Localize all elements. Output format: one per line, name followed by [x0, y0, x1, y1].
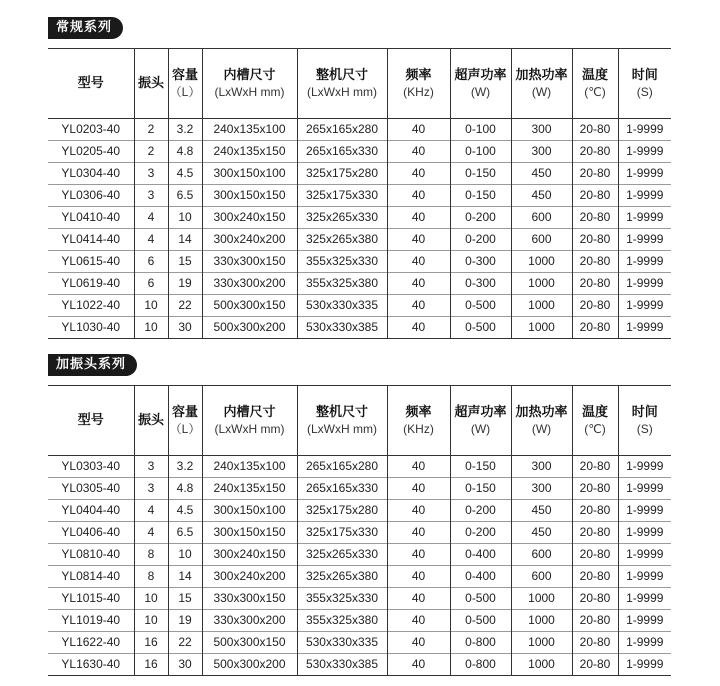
cell-temperature: 20-80	[572, 588, 618, 610]
cell-heating-power: 450	[511, 185, 572, 207]
cell-heating-power: 1000	[511, 654, 572, 676]
cell-capacity: 19	[168, 610, 202, 632]
table-row	[48, 229, 671, 251]
cell-transducers: 16	[134, 632, 168, 654]
cell-capacity: 19	[168, 273, 202, 295]
column-header-heating-power	[511, 49, 572, 119]
column-header-label: 型号	[77, 76, 104, 91]
cell-transducers: 6	[134, 273, 168, 295]
column-header-label: 超声功率	[454, 405, 507, 420]
cell-transducers: 4	[134, 500, 168, 522]
column-header-label: 型号	[77, 413, 104, 428]
cell-temperature: 20-80	[572, 229, 618, 251]
cell-model: YL1019-40	[48, 610, 134, 632]
cell-overall-size: 355x325x380	[297, 610, 387, 632]
cell-heating-power: 450	[511, 522, 572, 544]
cell-overall-size: 355x325x380	[297, 273, 387, 295]
cell-temperature: 20-80	[572, 163, 618, 185]
cell-model: YL1630-40	[48, 654, 134, 676]
cell-inner-tank-size: 330x300x150	[202, 588, 297, 610]
column-header-frequency	[387, 386, 450, 456]
cell-transducers: 3	[134, 185, 168, 207]
cell-capacity: 30	[168, 317, 202, 339]
cell-heating-power: 300	[511, 456, 572, 478]
cell-ultrasonic-power: 0-800	[450, 632, 511, 654]
cell-ultrasonic-power: 0-200	[450, 500, 511, 522]
cell-temperature: 20-80	[572, 119, 618, 141]
cell-temperature: 20-80	[572, 273, 618, 295]
cell-transducers: 10	[134, 610, 168, 632]
section-title-badge: 加振头系列	[48, 354, 137, 376]
table-row	[48, 588, 671, 610]
cell-time: 1-9999	[618, 654, 671, 676]
cell-frequency: 40	[387, 295, 450, 317]
cell-overall-size: 325x175x280	[297, 500, 387, 522]
cell-heating-power: 1000	[511, 251, 572, 273]
cell-inner-tank-size: 300x240x200	[202, 229, 297, 251]
column-header-label: 振头	[137, 76, 164, 91]
cell-capacity: 15	[168, 251, 202, 273]
cell-ultrasonic-power: 0-150	[450, 163, 511, 185]
column-header-label: 容量	[171, 405, 198, 420]
section-standard-series	[48, 17, 671, 339]
cell-model: YL0414-40	[48, 229, 134, 251]
table-row	[48, 654, 671, 676]
cell-capacity: 14	[168, 229, 202, 251]
column-header-transducers	[134, 386, 168, 456]
cell-ultrasonic-power: 0-400	[450, 566, 511, 588]
cell-inner-tank-size: 300x150x150	[202, 522, 297, 544]
cell-capacity: 30	[168, 654, 202, 676]
spec-table	[48, 385, 671, 676]
cell-transducers: 16	[134, 654, 168, 676]
cell-frequency: 40	[387, 588, 450, 610]
cell-frequency: 40	[387, 522, 450, 544]
cell-model: YL0306-40	[48, 185, 134, 207]
cell-temperature: 20-80	[572, 295, 618, 317]
cell-transducers: 10	[134, 317, 168, 339]
table-body	[48, 456, 671, 676]
cell-overall-size: 265x165x280	[297, 456, 387, 478]
table-row	[48, 632, 671, 654]
cell-ultrasonic-power: 0-800	[450, 654, 511, 676]
column-header-unit: (S)	[636, 422, 653, 436]
column-header-model	[48, 386, 134, 456]
cell-ultrasonic-power: 0-200	[450, 229, 511, 251]
cell-overall-size: 265x165x330	[297, 141, 387, 163]
cell-heating-power: 600	[511, 207, 572, 229]
table-header-row	[48, 386, 671, 456]
cell-frequency: 40	[387, 251, 450, 273]
column-header-label: 时间	[631, 68, 658, 83]
table-row	[48, 610, 671, 632]
cell-time: 1-9999	[618, 317, 671, 339]
table-row	[48, 163, 671, 185]
cell-time: 1-9999	[618, 207, 671, 229]
cell-heating-power: 1000	[511, 295, 572, 317]
column-header-label: 超声功率	[454, 68, 507, 83]
cell-model: YL0814-40	[48, 566, 134, 588]
cell-time: 1-9999	[618, 522, 671, 544]
table-row	[48, 566, 671, 588]
cell-frequency: 40	[387, 478, 450, 500]
column-header-unit: (LxWxH mm)	[214, 422, 285, 436]
cell-capacity: 10	[168, 544, 202, 566]
cell-frequency: 40	[387, 566, 450, 588]
cell-model: YL0404-40	[48, 500, 134, 522]
cell-inner-tank-size: 330x300x200	[202, 273, 297, 295]
cell-model: YL0304-40	[48, 163, 134, 185]
cell-time: 1-9999	[618, 295, 671, 317]
column-header-ultrasonic-power	[450, 49, 511, 119]
cell-capacity: 6.5	[168, 522, 202, 544]
cell-time: 1-9999	[618, 632, 671, 654]
cell-temperature: 20-80	[572, 566, 618, 588]
cell-transducers: 8	[134, 566, 168, 588]
cell-inner-tank-size: 300x150x100	[202, 500, 297, 522]
cell-heating-power: 600	[511, 544, 572, 566]
cell-time: 1-9999	[618, 141, 671, 163]
cell-capacity: 10	[168, 207, 202, 229]
cell-inner-tank-size: 500x300x200	[202, 317, 297, 339]
cell-heating-power: 1000	[511, 588, 572, 610]
cell-inner-tank-size: 500x300x150	[202, 632, 297, 654]
cell-transducers: 2	[134, 141, 168, 163]
cell-transducers: 8	[134, 544, 168, 566]
cell-temperature: 20-80	[572, 544, 618, 566]
cell-overall-size: 325x265x380	[297, 229, 387, 251]
cell-time: 1-9999	[618, 478, 671, 500]
table-row	[48, 119, 671, 141]
cell-model: YL0305-40	[48, 478, 134, 500]
column-header-label: 整机尺寸	[315, 68, 368, 83]
spec-table	[48, 48, 671, 339]
table-row	[48, 141, 671, 163]
cell-overall-size: 265x165x330	[297, 478, 387, 500]
cell-heating-power: 1000	[511, 273, 572, 295]
cell-frequency: 40	[387, 544, 450, 566]
column-header-unit: (S)	[636, 85, 653, 99]
cell-overall-size: 325x265x380	[297, 566, 387, 588]
column-header-unit: (℃)	[584, 85, 606, 99]
column-header-time	[618, 386, 671, 456]
cell-heating-power: 600	[511, 229, 572, 251]
table-header-row	[48, 49, 671, 119]
column-header-label: 容量	[171, 68, 198, 83]
column-header-unit: （L）	[169, 422, 201, 436]
cell-capacity: 4.5	[168, 163, 202, 185]
column-header-label: 温度	[581, 68, 608, 83]
cell-transducers: 2	[134, 119, 168, 141]
column-header-temperature	[572, 386, 618, 456]
cell-capacity: 4.5	[168, 500, 202, 522]
column-header-ultrasonic-power	[450, 386, 511, 456]
cell-capacity: 3.2	[168, 119, 202, 141]
column-header-unit: (KHz)	[403, 422, 434, 436]
cell-inner-tank-size: 330x300x150	[202, 251, 297, 273]
cell-ultrasonic-power: 0-100	[450, 119, 511, 141]
column-header-frequency	[387, 49, 450, 119]
cell-temperature: 20-80	[572, 456, 618, 478]
cell-model: YL0810-40	[48, 544, 134, 566]
cell-heating-power: 450	[511, 163, 572, 185]
cell-ultrasonic-power: 0-150	[450, 185, 511, 207]
cell-inner-tank-size: 240x135x100	[202, 119, 297, 141]
cell-ultrasonic-power: 0-300	[450, 251, 511, 273]
cell-time: 1-9999	[618, 610, 671, 632]
cell-frequency: 40	[387, 654, 450, 676]
cell-overall-size: 265x165x280	[297, 119, 387, 141]
cell-inner-tank-size: 240x135x150	[202, 141, 297, 163]
cell-temperature: 20-80	[572, 207, 618, 229]
cell-capacity: 15	[168, 588, 202, 610]
cell-model: YL0203-40	[61, 122, 121, 136]
cell-time: 1-9999	[618, 229, 671, 251]
cell-time: 1-9999	[618, 185, 671, 207]
cell-heating-power: 1000	[511, 610, 572, 632]
cell-heating-power: 300	[511, 478, 572, 500]
table-row	[48, 273, 671, 295]
cell-frequency: 40	[387, 119, 450, 141]
cell-time: 1-9999	[618, 566, 671, 588]
cell-ultrasonic-power: 0-500	[450, 317, 511, 339]
cell-ultrasonic-power: 0-100	[450, 141, 511, 163]
cell-frequency: 40	[387, 163, 450, 185]
column-header-overall-size	[297, 386, 387, 456]
cell-ultrasonic-power: 0-150	[450, 478, 511, 500]
column-header-transducers	[134, 49, 168, 119]
table-body	[48, 119, 671, 339]
cell-model: YL0410-40	[48, 207, 134, 229]
cell-overall-size: 530x330x335	[297, 632, 387, 654]
cell-time: 1-9999	[618, 163, 671, 185]
column-header-label: 温度	[581, 405, 608, 420]
cell-capacity: 6.5	[168, 185, 202, 207]
cell-time: 1-9999	[618, 588, 671, 610]
cell-time: 1-9999	[618, 273, 671, 295]
cell-model: YL0205-40	[48, 141, 134, 163]
cell-overall-size: 355x325x330	[297, 588, 387, 610]
cell-capacity: 22	[168, 632, 202, 654]
cell-frequency: 40	[387, 185, 450, 207]
cell-transducers: 10	[134, 588, 168, 610]
column-header-inner-tank-size	[202, 49, 297, 119]
cell-overall-size: 325x175x330	[297, 522, 387, 544]
cell-inner-tank-size: 240x135x100	[202, 456, 297, 478]
cell-frequency: 40	[387, 273, 450, 295]
cell-temperature: 20-80	[572, 478, 618, 500]
column-header-unit: (KHz)	[403, 85, 434, 99]
column-header-label: 整机尺寸	[315, 405, 368, 420]
cell-temperature: 20-80	[572, 632, 618, 654]
cell-transducers: 3	[134, 163, 168, 185]
cell-ultrasonic-power: 0-500	[450, 295, 511, 317]
cell-inner-tank-size: 300x240x150	[202, 544, 297, 566]
section-title-badge: 常规系列	[48, 17, 123, 39]
cell-overall-size: 530x330x385	[297, 654, 387, 676]
cell-inner-tank-size: 500x300x150	[202, 295, 297, 317]
cell-frequency: 40	[387, 229, 450, 251]
cell-ultrasonic-power: 0-400	[450, 544, 511, 566]
cell-temperature: 20-80	[572, 610, 618, 632]
cell-capacity: 22	[168, 295, 202, 317]
cell-frequency: 40	[387, 207, 450, 229]
cell-frequency: 40	[387, 500, 450, 522]
table-row	[48, 317, 671, 339]
column-header-unit: (W)	[470, 422, 491, 436]
cell-overall-size: 530x330x335	[297, 295, 387, 317]
table-row	[48, 295, 671, 317]
cell-heating-power: 1000	[511, 632, 572, 654]
cell-transducers: 4	[134, 207, 168, 229]
cell-frequency: 40	[387, 317, 450, 339]
cell-overall-size: 355x325x330	[297, 251, 387, 273]
column-header-unit: (W)	[531, 85, 552, 99]
cell-capacity: 4.8	[168, 141, 202, 163]
cell-model: YL0619-40	[48, 273, 134, 295]
cell-frequency: 40	[387, 632, 450, 654]
column-header-capacity	[168, 49, 202, 119]
cell-inner-tank-size: 240x135x150	[202, 478, 297, 500]
column-header-label: 时间	[631, 405, 658, 420]
column-header-unit: (W)	[470, 85, 491, 99]
cell-model: YL1030-40	[48, 317, 134, 339]
column-header-unit: (LxWxH mm)	[214, 85, 285, 99]
cell-temperature: 20-80	[572, 500, 618, 522]
cell-ultrasonic-power: 0-500	[450, 610, 511, 632]
cell-ultrasonic-power: 0-200	[450, 207, 511, 229]
cell-transducers: 10	[134, 295, 168, 317]
cell-time: 1-9999	[618, 119, 671, 141]
cell-ultrasonic-power: 0-500	[450, 588, 511, 610]
cell-temperature: 20-80	[572, 141, 618, 163]
cell-heating-power: 300	[511, 141, 572, 163]
column-header-inner-tank-size	[202, 386, 297, 456]
cell-overall-size: 325x265x330	[297, 544, 387, 566]
column-header-temperature	[572, 49, 618, 119]
cell-transducers: 3	[134, 456, 168, 478]
column-header-label: 振头	[137, 413, 164, 428]
cell-model: YL0406-40	[48, 522, 134, 544]
cell-heating-power: 300	[511, 119, 572, 141]
column-header-label: 内槽尺寸	[223, 68, 276, 83]
column-header-heating-power	[511, 386, 572, 456]
cell-overall-size: 325x175x280	[297, 163, 387, 185]
column-header-label: 频率	[405, 68, 432, 83]
cell-overall-size: 325x265x330	[297, 207, 387, 229]
table-row	[48, 500, 671, 522]
cell-overall-size: 530x330x385	[297, 317, 387, 339]
cell-temperature: 20-80	[572, 185, 618, 207]
cell-inner-tank-size: 300x240x200	[202, 566, 297, 588]
cell-frequency: 40	[387, 456, 450, 478]
cell-model: YL1015-40	[48, 588, 134, 610]
cell-transducers: 4	[134, 522, 168, 544]
column-header-unit: (LxWxH mm)	[307, 85, 377, 99]
cell-time: 1-9999	[618, 500, 671, 522]
cell-capacity: 4.8	[168, 478, 202, 500]
table-row	[48, 522, 671, 544]
cell-model: YL1622-40	[48, 632, 134, 654]
cell-inner-tank-size: 500x300x200	[202, 654, 297, 676]
column-header-label: 内槽尺寸	[223, 405, 276, 420]
cell-ultrasonic-power: 0-200	[450, 522, 511, 544]
table-row	[48, 251, 671, 273]
cell-temperature: 20-80	[572, 522, 618, 544]
column-header-model	[48, 49, 134, 119]
column-header-time	[618, 49, 671, 119]
column-header-unit: (℃)	[584, 422, 606, 436]
cell-temperature: 20-80	[572, 251, 618, 273]
cell-capacity: 3.2	[168, 456, 202, 478]
cell-transducers: 3	[134, 478, 168, 500]
cell-ultrasonic-power: 0-150	[450, 456, 511, 478]
cell-inner-tank-size: 300x150x100	[202, 163, 297, 185]
cell-inner-tank-size: 300x150x150	[202, 185, 297, 207]
cell-time: 1-9999	[618, 456, 671, 478]
cell-capacity: 14	[168, 566, 202, 588]
table-row	[48, 544, 671, 566]
table-row	[48, 478, 671, 500]
cell-model: YL0303-40	[61, 459, 121, 473]
column-header-overall-size	[297, 49, 387, 119]
cell-inner-tank-size: 300x240x150	[202, 207, 297, 229]
cell-frequency: 40	[387, 610, 450, 632]
column-header-unit: (LxWxH mm)	[307, 422, 377, 436]
cell-frequency: 40	[387, 141, 450, 163]
cell-overall-size: 325x175x330	[297, 185, 387, 207]
table-row	[48, 185, 671, 207]
cell-temperature: 20-80	[572, 317, 618, 339]
cell-heating-power: 1000	[511, 317, 572, 339]
cell-heating-power: 450	[511, 500, 572, 522]
cell-inner-tank-size: 330x300x200	[202, 610, 297, 632]
column-header-unit: (W)	[531, 422, 552, 436]
cell-ultrasonic-power: 0-300	[450, 273, 511, 295]
column-header-label: 频率	[405, 405, 432, 420]
cell-transducers: 6	[134, 251, 168, 273]
column-header-unit: （L）	[169, 85, 201, 99]
cell-model: YL1022-40	[48, 295, 134, 317]
section-extra-transducer-series	[48, 354, 671, 676]
cell-time: 1-9999	[618, 544, 671, 566]
cell-model: YL0615-40	[48, 251, 134, 273]
table-row	[48, 456, 671, 478]
column-header-capacity	[168, 386, 202, 456]
column-header-label: 加热功率	[515, 405, 568, 420]
column-header-label: 加热功率	[515, 68, 568, 83]
cell-time: 1-9999	[618, 251, 671, 273]
cell-heating-power: 600	[511, 566, 572, 588]
cell-temperature: 20-80	[572, 654, 618, 676]
cell-transducers: 4	[134, 229, 168, 251]
table-row	[48, 207, 671, 229]
